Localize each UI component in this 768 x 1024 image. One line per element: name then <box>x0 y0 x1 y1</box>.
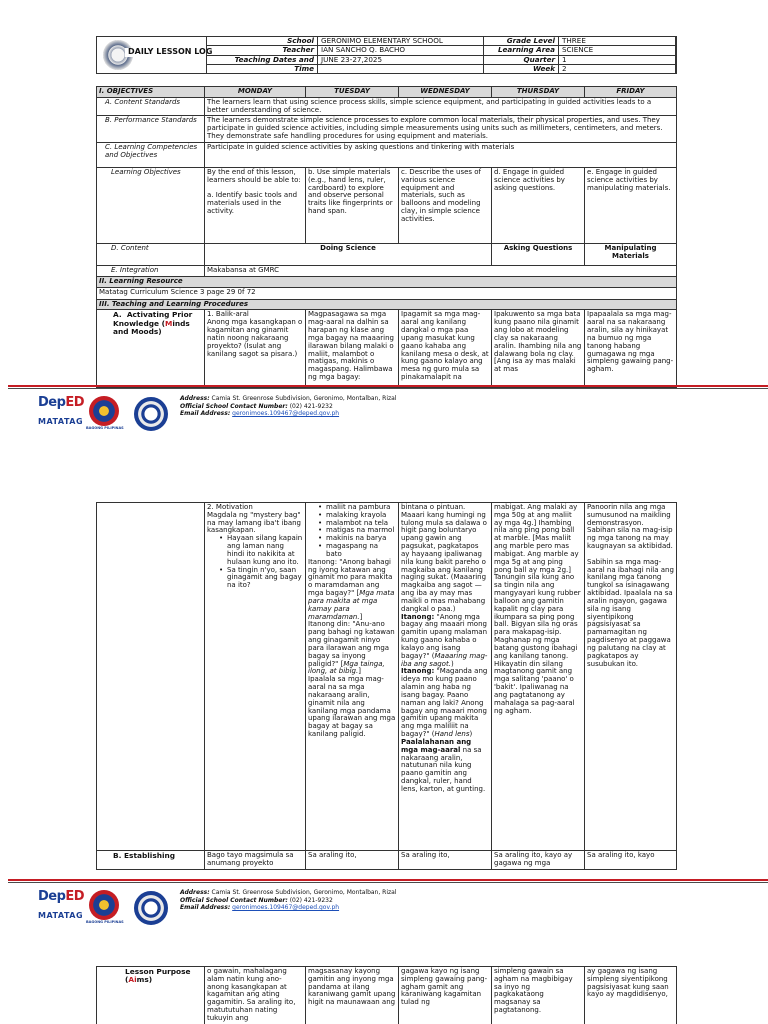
question-paragraph: Itanong: "Maganda ang ideya mo kung paano alamin ang haba ng isang bagay. Paano naman ang laki? Anong bagay ang maaari mong gamitin upang makita ang mga maliliit na bagay?" (Hand lens) <box>401 667 488 739</box>
activating-label-part1: Activating Prior Knowledge ( <box>113 310 193 328</box>
objective-friday: e. Engage in guided science activities by manipulating materials. <box>585 167 677 243</box>
purpose-monday: o gawain, mahalagang alam natin kung ano-anong kasangkapan at kagamitan ang ating gagamitin. Sa araling ito, matututuhan nating tukuyin ang <box>205 967 306 1024</box>
procedures-heading: III. Teaching and Learning Procedures <box>97 299 677 310</box>
teacher-value: IAN SANCHO Q. BACHO <box>318 46 484 55</box>
motivation-text: Magdala ng "mystery bag" na may lamang iba't ibang kasangkapan. <box>207 510 302 535</box>
content-asking-questions: Asking Questions <box>492 243 585 265</box>
day-tuesday: TUESDAY <box>306 87 399 98</box>
establishing-tuesday: Sa araling ito, <box>306 851 399 870</box>
motivation-cell <box>205 503 306 851</box>
content-label: D. Content <box>97 243 205 265</box>
time-value <box>318 64 484 73</box>
integration-label: E. Integration <box>97 265 205 276</box>
school-label: School <box>207 37 318 46</box>
activating-tuesday: Magpasagawa sa mga mag-aaral na dalhin sa harapan ng klase ang mga bagay na maaaring ilarawan bilang malaki o maliit, malambot o matigas, makinis o magaspang. Halimbawa ng mga bagay: <box>306 310 399 388</box>
learning-resource-heading: II. Learning Resource <box>97 276 677 287</box>
lesson-table-page2 <box>96 502 677 870</box>
header-table <box>206 36 677 74</box>
establishing-wednesday: Sa araling ito, <box>399 851 492 870</box>
question-paragraph: Itanong: "Anong bahagi ng iyong katawan ang ginamit mo para makita o maramdaman ang mga bagay?" [Mga mata para makita at mga kamay para maramdaman.] <box>308 557 395 621</box>
footer-logos <box>36 888 176 932</box>
footer-divider-red <box>8 879 768 881</box>
school-seal-icon <box>134 397 168 431</box>
grade-level-label: Grade Level <box>484 37 559 46</box>
establishing-monday: Bago tayo magsimula sa anumang proyekto <box>205 851 306 870</box>
wednesday-activity-cell <box>399 503 492 851</box>
week-value: 2 <box>559 64 677 73</box>
footer-divider-gray <box>8 882 768 883</box>
bagong-pilipinas-label: BAGONG PILIPINAS <box>86 920 124 924</box>
day-monday: MONDAY <box>205 87 306 98</box>
question-paragraph: Itanong din: "Anu-ano pang bahagi ng katawan ang ginagamit ninyo para ilarawan ang mga bagay sa inyong paligid?" [Mga tainga, ilong, at bibig.] <box>308 620 395 676</box>
footer-divider-red <box>8 385 768 387</box>
activating-letter: A. <box>113 310 122 320</box>
objective-tuesday: b. Use simple materials (e.g., hand lens, ruler, cardboard) to explore and observe personal traits like fingerprints or hand span. <box>306 167 399 243</box>
friday-activity-cell: Panoorin nila ang mga sumusunod na maikling demonstrasyon. Sabihan sila na mag-isip ng mga tanong na may kaugnayan sa aktibidad. Sabihin sa mga mag-aaral na ibahagi nila ang kanilang mga tanong tungkol sa isinagawang aktibidad. Ipaalala na sa aralin ngayon, gagawa sila ng isang siyentipikong pagsisiyasat sa pamamagitan ng pagdisenyo at paggawa ng palutang na clay at pagkatapos ay susubukan ito. <box>585 503 677 851</box>
quarter-value: 1 <box>559 55 677 64</box>
thursday-activity-cell: mabigat. Ang malaki ay mga 50g at ang maliit ay mga 4g.] Ihambing nila ang ping pong ball at marble. [Mas maliit ang marble pero mas mabigat. Ang marble ay mga 5g at ang ping pong ball ay mga 2g.] Tanungin sila kung ano sa tingin nila ang mangyayari kung rubber balloon ang gamitin kapalit ng clay para ikumpara sa ping pong ball. Bigyan sila ng oras para makapag-isip. Maghanap ng mga batang gustong ibahagi ang kanilang tanong. Hikayatin din silang magtanong gamit ang mga salitang 'paano' o 'bakit'. Ipaliwanag na ang pagtatanong ay mahalaga sa pag-aaral ng agham. <box>492 503 585 851</box>
tuesday-activity-cell <box>306 503 399 851</box>
school-seal-icon <box>134 891 168 925</box>
footer-divider-gray <box>8 388 768 389</box>
measurement-paragraph: bintana o pintuan. Maaari kang humingi ng tulong mula sa dalawa o higit pang boluntaryo upang gawin ang pagsukat, pagkatapos ay hayaang ipaliwanag nila kung bakit pareho o magkaiba ang kanilang naging sukat. (Maaaring magkaiba ang sagot —ang iba ay may mas maikli o mas mahabang dangkal o paa.) <box>401 503 487 613</box>
dll-title: DAILY LESSON LOG <box>125 48 212 57</box>
object-list-item: • malaking krayola <box>318 512 396 520</box>
purpose-friday: ay gagawa ng isang simpleng siyentipikong pagsisiyasat kung saan kayo ay magdidisenyo, <box>585 967 677 1024</box>
learning-competencies-label: C. Learning Competencies and Objectives <box>97 142 205 167</box>
establishing-thursday: Sa araling ito, kayo ay gagawa ng mga <box>492 851 585 870</box>
activating-monday: 1. Balik-aral Anong mga kasangkapan o kagamitan ang ginamit natin noong nakaraang proyekto? (Isulat ang kanilang sagot sa pisara.) <box>205 310 306 388</box>
object-list-item: • makinis na barya <box>318 535 396 543</box>
learning-area-label: Learning Area <box>484 46 559 55</box>
day-friday: FRIDAY <box>585 87 677 98</box>
footer-address: Address: Camia St. Greenrose Subdivision, Geronimo, Montalban, Rizal Official School Contact Number: (02) 421-9232 Email Address: geronimoes.109467@deped.gov.ph <box>180 889 397 911</box>
content-doing-science: Doing Science <box>205 243 492 265</box>
deped-logo: DepED <box>38 395 85 410</box>
learning-resource-text: Matatag Curriculum Science 3 page 29 0f 72 <box>97 287 677 299</box>
school-value: GERONIMO ELEMENTARY SCHOOL <box>318 37 484 46</box>
lesson-purpose-label: Lesson Purpose (Aims) <box>97 967 205 1024</box>
integration-text: Makabansa at GMRC <box>205 265 677 276</box>
question-paragraph: Itanong: "Anong mga bagay ang maaari mong gamitin upang malaman kung gaano kahaba o kalayo ang isang bagay?" (Maaaring mag-iba ang sagot.) <box>401 612 488 668</box>
quarter-label: Quarter <box>484 55 559 64</box>
activating-wednesday: Ipagamit sa mga mag-aaral ang kanilang dangkal o mga paa upang masukat kung gaano kahaba ang kanilang mesa o desk, at kung gaano kalayo ang mesa ng guro mula sa pinakamalapit na <box>399 310 492 388</box>
motivation-title: 2. Motivation <box>207 503 253 511</box>
time-label: Time <box>207 64 318 73</box>
reminder-paragraph: Ipaalala sa mga mag-aaral na sa mga nakaraang aralin, ginamit nila ang kanilang mga pandama upang ilarawan ang mga bagay at bagay sa kanilang paligid. <box>308 675 396 739</box>
footer-address: Address: Camia St. Greenrose Subdivision, Geronimo, Montalban, Rizal Official School Contact Number: (02) 421-9232 Email Address: geronimoes.109467@deped.gov.ph <box>180 395 397 417</box>
deped-logo: DepED <box>38 889 85 904</box>
bagong-pilipinas-icon <box>89 890 119 920</box>
object-list-item: • maliit na pambura <box>318 504 396 512</box>
dates-value: JUNE 23-27,2025 <box>318 55 484 64</box>
objective-wednesday: c. Describe the uses of various science equipment and materials, such as balloons and modeling clay, in simple science activities. <box>399 167 492 243</box>
purpose-tuesday: magsasanay kayong gamitin ang inyong mga pandama at ilang karaniwang gamit upang higit na maunawaan ang <box>306 967 399 1024</box>
day-thursday: THURSDAY <box>492 87 585 98</box>
content-standards-label: A. Content Standards <box>97 97 205 116</box>
lesson-table <box>96 86 677 388</box>
performance-standards-label: B. Performance Standards <box>97 116 205 142</box>
object-list-item: • matigas na marmol <box>318 527 396 535</box>
object-list-item: • malambot na tela <box>318 520 396 528</box>
lesson-table-page3 <box>96 966 677 1024</box>
learning-objectives-label: Learning Objectives <box>97 167 205 243</box>
object-list-item: • magaspang na bato <box>318 543 396 559</box>
grade-level-value: THREE <box>559 37 677 46</box>
day-wednesday: WEDNESDAY <box>399 87 492 98</box>
content-standards-text: The learners learn that using science process skills, simple science equipment, and participating in guided activities leads to a better understanding of science. <box>205 97 677 116</box>
activating-thursday: Ipakuwento sa mga bata kung paano nila ginamit ang lobo at modeling clay sa nakaraang aralin. Ihambing nila ang dalawang bola ng clay. [Ang isa ay mas malaki at mas <box>492 310 585 388</box>
activating-label-m: M <box>164 318 173 328</box>
dates-label: Teaching Dates and <box>207 55 318 64</box>
purpose-thursday: simpleng gawain sa agham na magbibigay sa inyo ng pagkakataong magsanay sa pagtatanong. <box>492 967 585 1024</box>
establishing-label: B. Establishing <box>97 851 205 870</box>
learning-competencies-text: Participate in guided science activities by asking questions and tinkering with materials <box>205 142 677 167</box>
email-link[interactable]: geronimoes.109467@deped.gov.ph <box>232 410 340 417</box>
matatag-logo: MATATAG <box>38 911 84 920</box>
reminder-paragraph: Paalalahanan ang mga mag-aaral na sa nakaraang aralin, natutunan nila kung paano gamitin ang dangkal, ruler, hand lens, karton, at gunting. <box>401 737 486 793</box>
objective-monday: By the end of this lesson, learners should be able to: a. Identify basic tools and materials used in the activity. <box>205 167 306 243</box>
content-manipulating-materials: Manipulating Materials <box>585 243 677 265</box>
motivation-bullet: • Hayaan silang kapain ang laman nang hindi ito nakikita at hulaan kung ano ito. <box>219 535 303 566</box>
teacher-label: Teacher <box>207 46 318 55</box>
email-link[interactable]: geronimoes.109467@deped.gov.ph <box>232 904 340 911</box>
bagong-pilipinas-icon <box>89 396 119 426</box>
purpose-wednesday: gagawa kayo ng isang simpleng gawaing pang-agham gamit ang karaniwang kagamitan tulad ng <box>399 967 492 1024</box>
week-label: Week <box>484 64 559 73</box>
establishing-friday: Sa araling ito, kayo <box>585 851 677 870</box>
activating-prior-knowledge-label <box>97 310 205 388</box>
bagong-pilipinas-label: BAGONG PILIPINAS <box>86 426 124 430</box>
motivation-bullet: • Sa tingin n'yo, saan ginagamit ang bagay na ito? <box>219 567 303 590</box>
page2-label-empty <box>97 503 205 851</box>
matatag-logo: MATATAG <box>38 417 84 426</box>
objective-thursday: d. Engage in guided science activities by asking questions. <box>492 167 585 243</box>
activating-friday: Ipapaalala sa mga mag-aaral na sa nakaraang aralin, sila ay hinikayat na bumuo ng mga tanong habang gumagawa ng mga simpleng gawaing pang-agham. <box>585 310 677 388</box>
objectives-heading: I. OBJECTIVES <box>97 87 205 98</box>
performance-standards-text: The learners demonstrate simple science processes to explore common local materials, their physical properties, and uses. They participate in guided science activities, including simple measurements using units such as millimeters, centimeters, and meters. They demonstrate safe handling procedures for using equipment and materials. <box>205 116 677 142</box>
activating-label-part2: inds and Moods) <box>113 318 190 337</box>
learning-area-value: SCIENCE <box>559 46 677 55</box>
footer-logos <box>36 394 176 438</box>
